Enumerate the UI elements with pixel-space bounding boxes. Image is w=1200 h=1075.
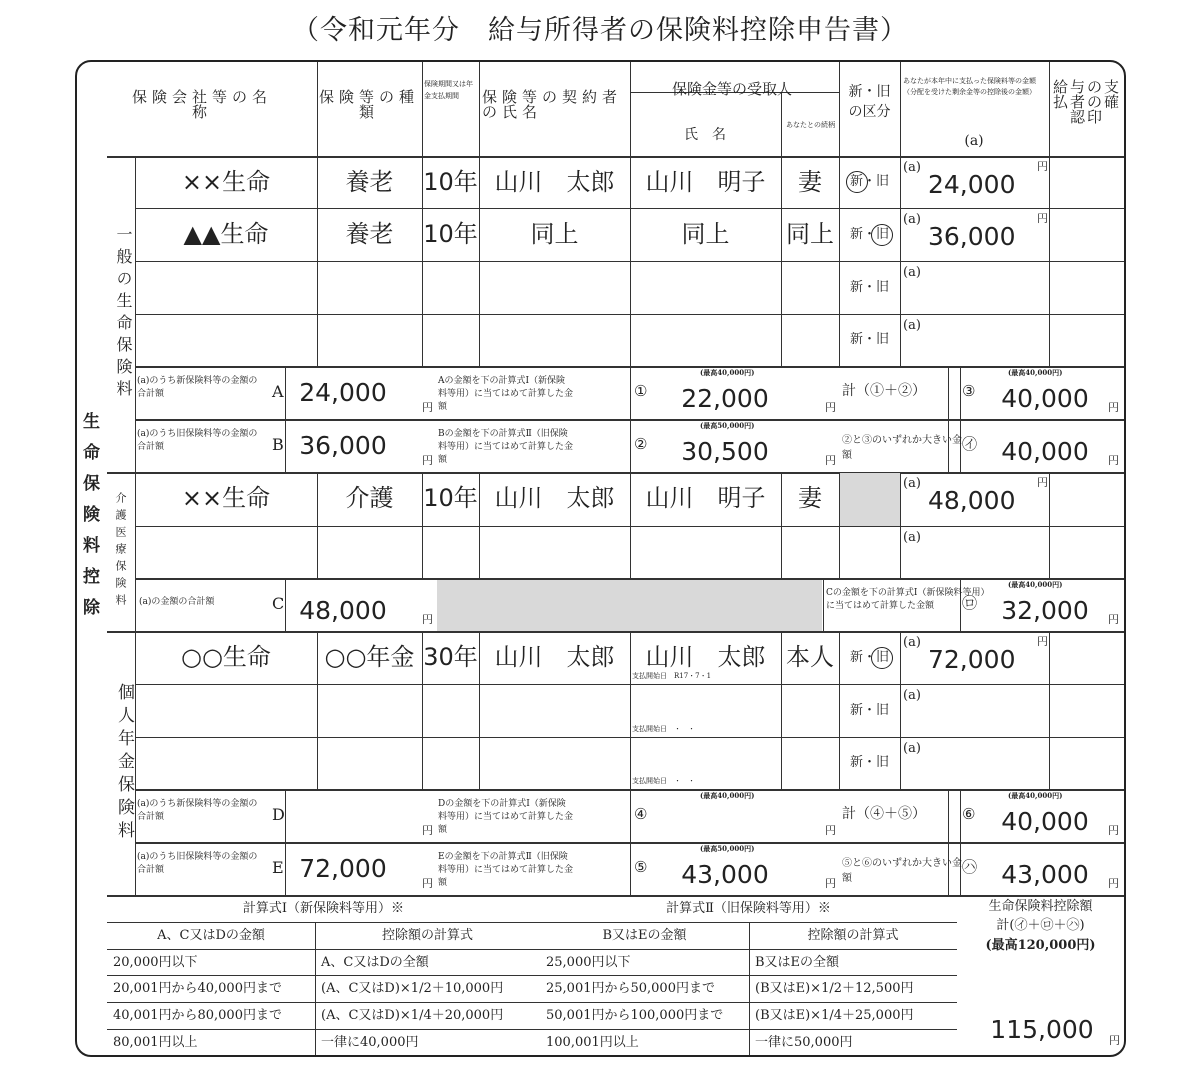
calc-value: 43,000 <box>681 860 769 889</box>
result-value: 40,000 <box>1001 807 1089 836</box>
formula-cell: A、C又はDの全額 <box>321 955 429 970</box>
calc-label: Bの金額を下の計算式Ⅱ（旧保険料等用）に当てはめて計算した金額 <box>438 429 574 465</box>
section-border <box>107 631 1124 633</box>
calc-number: ④ <box>634 805 648 823</box>
amount-a-mark: (a) <box>903 265 921 280</box>
sum-value: 36,000 <box>299 431 387 460</box>
care-calc-label: Cの金額を下の計算式Ⅰ（新保険料等用）に当てはめて計算した金額 <box>826 588 990 611</box>
yen-unit: 円 <box>1037 212 1048 225</box>
col-line <box>479 156 480 366</box>
yen-unit: 円 <box>422 613 433 626</box>
amount-a-mark: (a) <box>903 212 921 227</box>
yen-unit: 円 <box>1108 877 1119 890</box>
result-number: ⑥ <box>962 805 976 823</box>
calc-value: 22,000 <box>681 384 769 413</box>
amount-a-mark: (a) <box>903 160 921 175</box>
header-divider <box>479 62 480 156</box>
total-max: (最高120,000円) <box>985 938 1096 953</box>
yen-unit: 円 <box>422 824 433 837</box>
amount-a-mark: (a) <box>903 530 921 545</box>
header-recipient: 保険金等の受取人 <box>671 80 792 98</box>
pension-recipient-name: 山川 太郎 <box>645 643 766 671</box>
general-recipient-name: 同上 <box>681 220 730 248</box>
care-amount: 48,000 <box>928 486 1016 515</box>
header-period: 保険期間又は年金支払期間 <box>424 80 473 100</box>
formula-cell: 40,001円から80,000円まで <box>113 1008 282 1023</box>
yen-unit: 円 <box>1108 613 1119 626</box>
header-contractor: 保険等の契約者の氏名 <box>482 88 623 121</box>
header-divider <box>1049 62 1050 156</box>
general-amount: 24,000 <box>928 170 1016 199</box>
col-line <box>630 156 631 366</box>
header-name: 氏 名 <box>684 127 726 143</box>
bigger-label: ②と③のいずれか大きい金額 <box>842 435 962 461</box>
general-kind: 養老 <box>345 168 394 196</box>
yen-unit: 円 <box>825 401 836 414</box>
formula-cell: 20,000円以下 <box>113 955 198 970</box>
general-contractor: 山川 太郎 <box>494 168 615 196</box>
result-max: (最高40,000円) <box>1008 791 1063 800</box>
general-newold: 新・旧 <box>849 226 889 242</box>
bigger-label: ⑤と⑥のいずれか大きい金額 <box>842 858 962 884</box>
sum-label: (a)のうち新保険料等の金額の合計額 <box>137 376 258 399</box>
yen-unit: 円 <box>1037 476 1048 489</box>
calc-max: (最高50,000円) <box>700 844 755 853</box>
col-line <box>630 631 631 789</box>
general-company: ▲▲生命 <box>183 220 269 248</box>
col-line <box>317 156 318 366</box>
col-line <box>781 631 782 789</box>
sum-letter: A <box>272 382 284 401</box>
formula-cell: 50,001円から100,000円まで <box>546 1008 724 1023</box>
col-line <box>422 156 423 366</box>
formula-cell: 25,001円から50,000円まで <box>546 981 715 996</box>
col-line <box>900 631 901 789</box>
section-general: 一般の生命保険料 <box>114 226 133 402</box>
sum-formula: 計（①＋②） <box>842 383 926 399</box>
sum-divider <box>630 366 631 472</box>
header-newold: 新・旧の区分 <box>848 84 891 120</box>
pension-kind: ○○年金 <box>324 643 415 671</box>
formula-cell: 80,001円以上 <box>113 1035 198 1050</box>
amount-a-mark: (a) <box>903 741 921 756</box>
yen-unit: 円 <box>1037 635 1048 648</box>
care-shaded-cell <box>840 473 900 526</box>
pension-start-date: 支払開始日 R17・7・1 <box>632 672 712 680</box>
section-pension: 個人年金保険料 <box>114 682 134 844</box>
general-newold: 新・旧 <box>849 174 889 189</box>
sum-value: 24,000 <box>299 378 387 407</box>
header-divider <box>839 62 840 156</box>
col-line <box>1049 472 1050 578</box>
formula-row <box>107 1002 957 1003</box>
result-number: ㋺ <box>962 594 978 612</box>
calc-value: 30,500 <box>681 437 769 466</box>
care-sum-value: 48,000 <box>299 596 387 625</box>
formula-top <box>107 895 1124 897</box>
amount-a-mark: (a) <box>903 476 921 491</box>
general-kind: 養老 <box>345 220 394 248</box>
sum-letter: E <box>272 858 284 877</box>
insurance-deduction-form <box>75 60 1126 1057</box>
yen-unit: 円 <box>1109 1034 1120 1047</box>
care-sum-label: (a)の金額の合計額 <box>139 597 215 607</box>
pension-amount: 72,000 <box>928 645 1016 674</box>
header-kind: 保険等の種類 <box>319 88 420 121</box>
general-period: 10年 <box>423 168 478 196</box>
formula-cell: (A、C又はD)×1/2＋10,000円 <box>321 981 504 996</box>
col-line <box>900 156 901 366</box>
care-relation: 妻 <box>798 484 822 512</box>
care-contractor: 山川 太郎 <box>494 484 615 512</box>
care-period: 10年 <box>423 484 478 512</box>
yen-unit: 円 <box>1037 160 1048 173</box>
formula2-title: 計算式Ⅱ（旧保険料等用）※ <box>666 901 831 916</box>
formula-cell: (A、C又はD)×1/4＋20,000円 <box>321 1008 504 1023</box>
sum-value: 72,000 <box>299 854 387 883</box>
header-divider <box>317 62 318 156</box>
care-recipient-name: 山川 明子 <box>645 484 766 512</box>
old-circle <box>871 224 893 246</box>
total-expr: 計(㋑＋㋺＋㋩) <box>996 918 1085 933</box>
result-value: 40,000 <box>1001 437 1089 466</box>
calc-label: Eの金額を下の計算式Ⅱ（旧保険料等用）に当てはめて計算した金額 <box>438 852 574 888</box>
pension-newold: 新・旧 <box>849 649 889 665</box>
result-max: (最高40,000円) <box>1008 580 1063 589</box>
pension-contractor: 山川 太郎 <box>494 643 615 671</box>
col-line <box>839 156 840 366</box>
formula-cell: 100,001円以上 <box>546 1035 639 1050</box>
calc-label: Aの金額を下の計算式Ⅰ（新保険料等用）に当てはめて計算した金額 <box>438 376 574 412</box>
side-title: 生命保険料控除 <box>79 412 99 629</box>
result-number: ㋑ <box>962 435 978 453</box>
header-divider <box>422 62 423 156</box>
header-divider <box>781 92 782 156</box>
col-line <box>900 472 901 578</box>
col-line <box>479 631 480 789</box>
pension-start-date: 支払開始日 ・ ・ <box>632 725 695 733</box>
sum-label: (a)のうち旧保険料等の金額の合計額 <box>137 429 258 452</box>
care-company: ××生命 <box>181 484 271 512</box>
amount-a-mark: (a) <box>903 318 921 333</box>
general-amount: 36,000 <box>928 222 1016 251</box>
calc-number: ⑤ <box>634 858 648 876</box>
header-bottom <box>107 156 1124 158</box>
header-paid: あなたが本年中に支払った保険料等の金額（分配を受けた剰余金等の控除後の金額） <box>903 77 1036 96</box>
col-line <box>479 472 480 578</box>
general-newold: 新・旧 <box>849 332 889 347</box>
care-shaded-sum <box>437 580 822 631</box>
sum-label: (a)のうち新保険料等の金額の合計額 <box>137 799 258 822</box>
yen-unit: 円 <box>422 877 433 890</box>
col-line <box>781 156 782 366</box>
col-line <box>422 631 423 789</box>
yen-unit: 円 <box>825 454 836 467</box>
new-circle <box>846 171 868 193</box>
yen-unit: 円 <box>825 824 836 837</box>
old-circle <box>871 647 893 669</box>
result-value: 40,000 <box>1001 384 1089 413</box>
header-relation: あなたとの続柄 <box>786 121 835 129</box>
general-contractor: 同上 <box>530 220 579 248</box>
header-confirm: 給与の支払者の確認印 <box>1052 78 1121 126</box>
total-value: 115,000 <box>990 1015 1094 1044</box>
total-label: 生命保険料控除額 <box>988 899 1093 914</box>
formula-cell: (B又はE)×1/2＋12,500円 <box>755 981 914 996</box>
col-line <box>781 472 782 578</box>
result-max: (最高40,000円) <box>1008 368 1063 377</box>
page-title: （令和元年分 給与所得者の保険料控除申告書） <box>292 15 908 46</box>
sum-letter: D <box>272 805 285 824</box>
formula-cell: 一律に50,000円 <box>755 1035 853 1050</box>
formula1-title: 計算式Ⅰ（新保険料等用）※ <box>242 901 405 916</box>
section-border <box>107 472 1124 474</box>
result-value: 43,000 <box>1001 860 1089 889</box>
col-amount1: A、C又はDの金額 <box>157 928 265 943</box>
result-number: ㋩ <box>962 858 978 876</box>
general-recipient-name: 山川 明子 <box>645 168 766 196</box>
sum-divider <box>630 789 631 895</box>
pension-newold: 新・旧 <box>849 755 889 770</box>
col-line <box>839 631 840 789</box>
pension-relation: 本人 <box>786 643 834 671</box>
calc-label: Dの金額を下の計算式Ⅰ（新保険料等用）に当てはめて計算した金額 <box>438 799 574 835</box>
formula-cell: 25,000円以下 <box>546 955 631 970</box>
formula-row <box>107 975 957 976</box>
care-kind: 介護 <box>345 484 394 512</box>
pension-period: 30年 <box>423 643 478 671</box>
formula-cell: 20,001円から40,000円まで <box>113 981 282 996</box>
col-line <box>630 472 631 578</box>
amount-a-mark: (a) <box>903 688 921 703</box>
calc-max: (最高40,000円) <box>700 368 755 377</box>
header-company: 保険会社等の名称 <box>131 88 272 121</box>
calc-max: (最高40,000円) <box>700 791 755 800</box>
yen-unit: 円 <box>1108 401 1119 414</box>
general-company: ××生命 <box>181 168 271 196</box>
formula-cell: 一律に40,000円 <box>321 1035 419 1050</box>
col-line <box>422 472 423 578</box>
yen-unit: 円 <box>422 454 433 467</box>
amount-a-mark: (a) <box>903 635 921 650</box>
pension-start-date: 支払開始日 ・ ・ <box>632 777 695 785</box>
sum-letter: C <box>272 594 285 613</box>
section-care: 介護医療保険料 <box>114 492 127 611</box>
header-paid-a: (a) <box>964 133 984 149</box>
sum-formula: 計（④＋⑤） <box>842 806 926 822</box>
formula-row <box>107 1029 957 1030</box>
sum-letter: B <box>272 435 284 454</box>
general-relation: 妻 <box>798 168 822 196</box>
col-amount2: B又はEの金額 <box>602 928 687 943</box>
calc-max: (最高50,000円) <box>700 421 755 430</box>
pension-company: ○○生命 <box>181 643 271 671</box>
yen-unit: 円 <box>825 877 836 890</box>
col-line <box>1049 631 1050 789</box>
general-period: 10年 <box>423 220 478 248</box>
col-line <box>1049 156 1050 366</box>
formula-row <box>107 949 957 950</box>
col-line <box>317 472 318 578</box>
pension-newold: 新・旧 <box>849 702 889 718</box>
formula-cell: (B又はE)×1/4＋25,000円 <box>755 1008 914 1023</box>
col-calc1: 控除額の計算式 <box>381 928 473 943</box>
general-relation: 同上 <box>786 220 834 248</box>
general-newold: 新・旧 <box>849 279 889 295</box>
sum-label: (a)のうち旧保険料等の金額の合計額 <box>137 852 258 875</box>
yen-unit: 円 <box>1108 824 1119 837</box>
col-calc2: 控除額の計算式 <box>807 928 899 943</box>
calc-number: ② <box>634 435 648 453</box>
col-line <box>317 631 318 789</box>
care-result-value: 32,000 <box>1001 596 1089 625</box>
result-number: ③ <box>962 382 976 400</box>
calc-number: ① <box>634 382 648 400</box>
sum-divider <box>823 578 824 631</box>
yen-unit: 円 <box>1108 454 1119 467</box>
yen-unit: 円 <box>422 401 433 414</box>
formula-row <box>107 922 957 923</box>
formula-cell: B又はEの全額 <box>755 955 840 970</box>
